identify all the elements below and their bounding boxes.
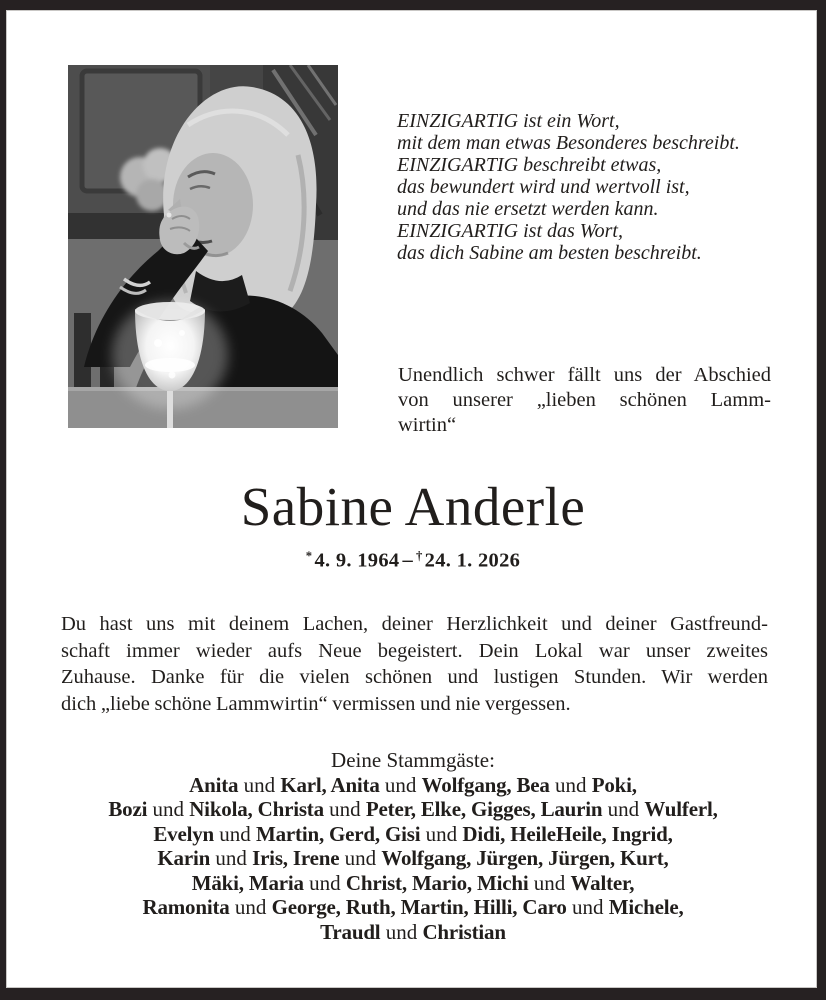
- mourners-line: Ramonita und George, Ruth, Martin, Hilli, Caro und Michele,: [142, 895, 684, 919]
- mourners-list: [13, 773, 813, 945]
- birth-star-symbol: *: [305, 549, 313, 563]
- quote-line: EINZIGARTIG ist ein Wort,: [397, 110, 620, 132]
- mourners-section: [13, 748, 813, 944]
- quote-line: EINZIGARTIG beschreibt etwas,: [397, 154, 662, 176]
- tribute-line: schaft immer wieder aufs Neue begeistert. Dein Lokal war unser zweites: [61, 639, 768, 662]
- mourners-line: Karin und Iris, Irene und Wolfgang, Jürgen, Jürgen, Kurt,: [157, 846, 669, 870]
- memorial-photo: [68, 65, 338, 428]
- tribute-line: Zuhause. Danke für die vielen schönen und lustigen Stunden. Wir werden: [61, 666, 768, 688]
- memorial-quote: [397, 110, 783, 264]
- life-dates: [0, 549, 826, 572]
- tribute-line: Du hast uns mit deinem Lachen, deiner Herzlichkeit und deiner Gastfreund-: [61, 613, 768, 635]
- death-cross-symbol: †: [416, 549, 423, 563]
- mourners-line: Mäki, Maria und Christ, Mario, Michi und Walter,: [191, 870, 635, 895]
- mourners-line: Bozi und Nikola, Christa und Peter, Elke, Gigges, Laurin und Wulferl,: [108, 797, 718, 821]
- tribute-text: [61, 611, 768, 717]
- memorial-photo-graphic: [68, 65, 338, 428]
- mourners-line: Evelyn und Martin, Gerd, Gisi und Didi, HeileHeile, Ingrid,: [153, 821, 673, 846]
- quote-line: und das nie ersetzt werden kann.: [397, 198, 659, 220]
- tribute-line: dich „liebe schöne Lammwirtin“ vermissen und nie vergessen.: [61, 692, 571, 715]
- dates-separator: –: [402, 549, 413, 572]
- quote-line: mit dem man etwas Besonderes beschreibt.: [397, 132, 740, 154]
- quote-line: das bewundert wird und wertvoll ist,: [397, 176, 690, 198]
- farewell-intro: [398, 363, 771, 438]
- mourners-heading: Deine Stammgäste:: [331, 748, 495, 772]
- death-date: 24. 1. 2026: [424, 549, 521, 572]
- mourners-line: Traudl und Christian: [320, 919, 506, 944]
- intro-line: wirtin“: [398, 414, 457, 436]
- intro-line: von unserer „lieben schönen Lamm-: [398, 389, 771, 411]
- intro-line: Unendlich schwer fällt uns der Abschied: [398, 364, 771, 386]
- birth-date: 4. 9. 1964: [314, 549, 400, 572]
- quote-line: EINZIGARTIG ist das Wort,: [397, 220, 623, 242]
- deceased-name: Sabine Anderle: [240, 476, 586, 537]
- quote-line: das dich Sabine am besten beschreibt.: [397, 242, 702, 264]
- mourners-line: Anita und Karl, Anita und Wolfgang, Bea und Poki,: [189, 772, 637, 797]
